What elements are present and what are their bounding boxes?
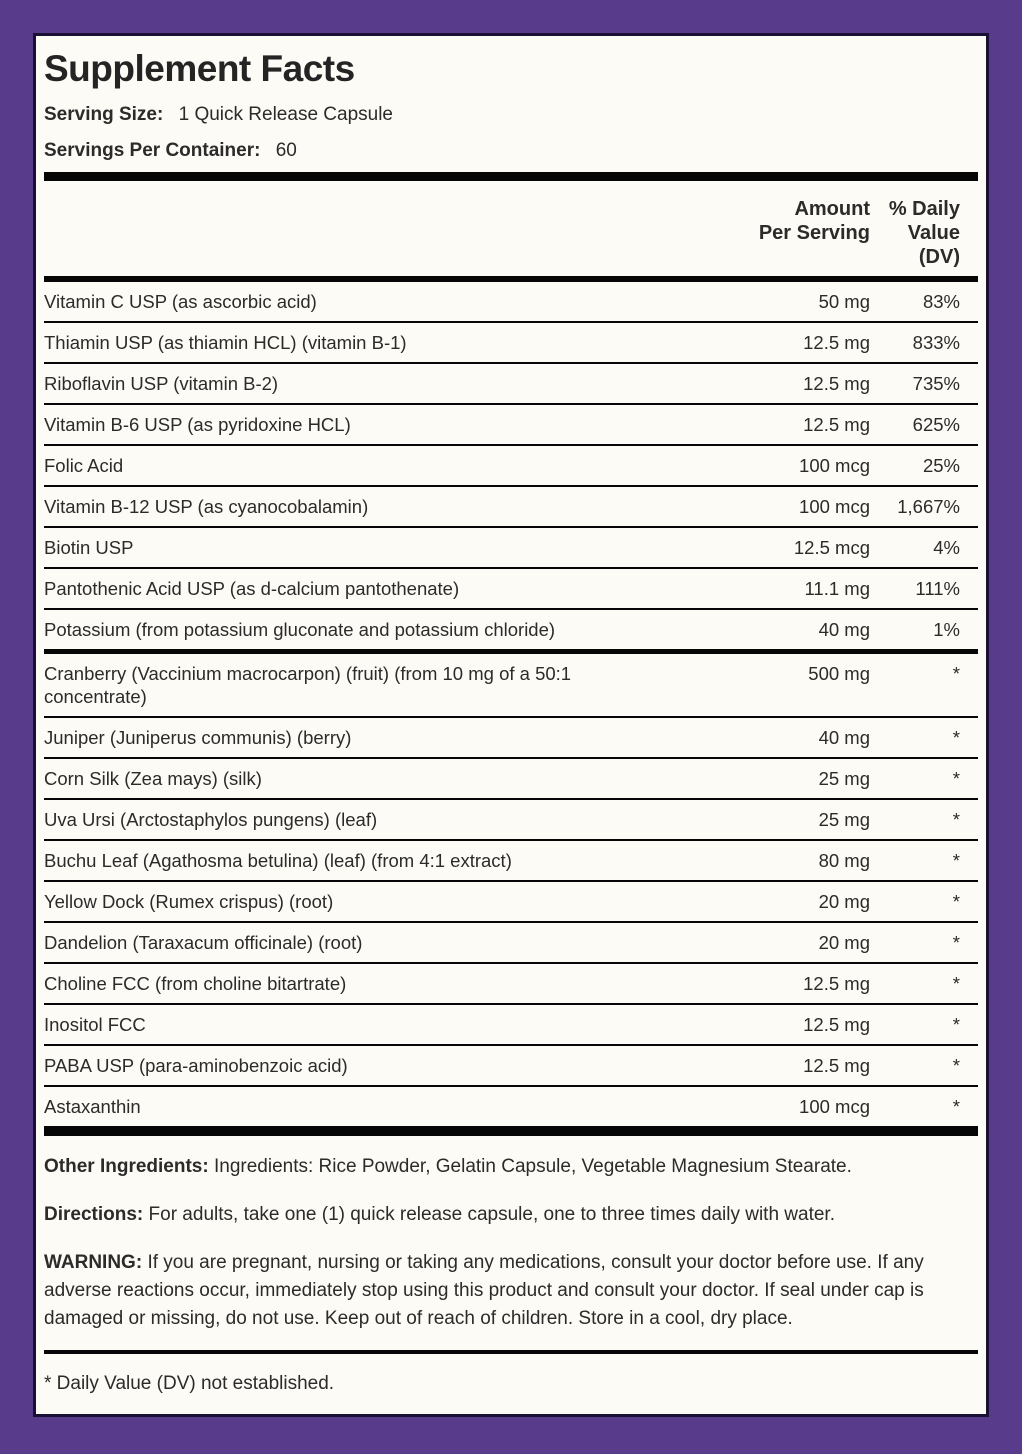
servings-per-container-line — [44, 139, 978, 163]
directions-paragraph — [44, 1201, 978, 1229]
table-row — [44, 1087, 978, 1126]
serving-size-line — [44, 103, 978, 127]
ingredient-dv: 1,667% — [897, 496, 960, 517]
serving-size-label: Serving Size: — [44, 104, 164, 125]
servings-per-container-value: 60 — [275, 140, 297, 161]
ingredient-amount: 12.5 mcg — [793, 537, 870, 558]
amount-header-line1: Amount — [794, 198, 870, 220]
dv-header-line3: (DV) — [918, 246, 960, 268]
ingredient-amount: 100 mcg — [799, 455, 870, 476]
divider-bar-top — [44, 172, 978, 181]
ingredient-name: Vitamin B-12 USP (as cyanocobalamin) — [44, 496, 369, 517]
ingredient-amount: 100 mcg — [799, 496, 870, 517]
ingredient-dv: 833% — [912, 332, 960, 353]
table-row — [44, 923, 978, 964]
ingredient-dv: 735% — [912, 373, 960, 394]
dv-header-line1: % Daily — [888, 198, 960, 220]
ingredient-amount: 500 mg — [808, 663, 870, 684]
ingredient-amount: 20 mg — [818, 891, 870, 912]
ingredient-dv: 625% — [912, 414, 960, 435]
ingredient-amount: 12.5 mg — [803, 373, 870, 394]
table-row — [44, 759, 978, 800]
dv-header-line2: Value — [907, 222, 960, 244]
warning-text: If you are pregnant, nursing or taking any medications, consult your doctor before use. If any adverse reactions occur, immediately stop using this product and consult your doctor. If seal under cap is damaged or missing, do not use. Keep out of reach of children. Store in a cool, dry place. — [44, 1252, 924, 1329]
ingredient-dv: * — [952, 1055, 960, 1076]
ingredient-amount: 11.1 mg — [804, 578, 870, 599]
warning-label: WARNING: — [44, 1252, 143, 1273]
ingredient-dv: * — [952, 663, 960, 684]
ingredient-name: Potassium (from potassium gluconate and potassium chloride) — [44, 619, 556, 640]
ingredient-amount: 40 mg — [818, 619, 870, 640]
ingredient-dv: 25% — [922, 455, 960, 476]
ingredient-name: Dandelion (Taraxacum officinale) (root) — [44, 932, 363, 953]
table-row — [44, 1046, 978, 1087]
divider-bar-bottom — [44, 1126, 978, 1136]
panel-content — [44, 48, 978, 1396]
ingredient-dv: * — [952, 809, 960, 830]
ingredient-name: Cranberry (Vaccinium macrocarpon) (fruit) (from 10 mg of a 50:1 concentrate) — [44, 663, 572, 707]
ingredient-name: Inositol FCC — [44, 1014, 146, 1035]
ingredient-dv: * — [952, 727, 960, 748]
ingredient-amount: 12.5 mg — [803, 1014, 870, 1035]
amount-header-line2: Per Serving — [758, 222, 870, 244]
ingredient-dv: 4% — [933, 537, 960, 558]
ingredient-amount: 80 mg — [818, 850, 870, 871]
ingredient-amount: 100 mcg — [799, 1096, 870, 1117]
directions-text: For adults, take one (1) quick release capsule, one to three times daily with water. — [148, 1204, 835, 1225]
amount-column-header — [740, 197, 870, 245]
table-row — [44, 964, 978, 1005]
ingredient-dv: * — [952, 932, 960, 953]
dv-column-header — [870, 197, 978, 269]
ingredient-dv: * — [952, 973, 960, 994]
ingredient-name: Vitamin B-6 USP (as pyridoxine HCL) — [44, 414, 351, 435]
other-ingredients-text: Ingredients: Rice Powder, Gelatin Capsule, Vegetable Magnesium Stearate. — [213, 1156, 852, 1177]
ingredient-name: Buchu Leaf (Agathosma betulina) (leaf) (from 4:1 extract) — [44, 850, 512, 871]
other-ingredients-label: Other Ingredients: — [44, 1156, 209, 1177]
ingredient-name: Thiamin USP (as thiamin HCL) (vitamin B-1) — [44, 332, 407, 353]
ingredient-amount: 40 mg — [818, 727, 870, 748]
ingredient-name: PABA USP (para-aminobenzoic acid) — [44, 1055, 348, 1076]
warning-paragraph — [44, 1249, 978, 1333]
ingredient-amount: 20 mg — [818, 932, 870, 953]
ingredient-name: Pantothenic Acid USP (as d-calcium pantothenate) — [44, 578, 460, 599]
servings-per-container-label: Servings Per Container: — [44, 140, 261, 161]
directions-label: Directions: — [44, 1204, 144, 1225]
table-row — [44, 610, 978, 649]
ingredient-name: Riboflavin USP (vitamin B-2) — [44, 373, 279, 394]
ingredient-name: Yellow Dock (Rumex crispus) (root) — [44, 891, 334, 912]
ingredients-table — [44, 282, 978, 1126]
table-row — [44, 1005, 978, 1046]
ingredient-amount: 50 mg — [818, 291, 870, 312]
table-row — [44, 282, 978, 323]
ingredient-dv: 83% — [922, 291, 960, 312]
table-row — [44, 405, 978, 446]
table-row — [44, 528, 978, 569]
other-ingredients-paragraph — [44, 1153, 978, 1181]
ingredient-name: Choline FCC (from choline bitartrate) — [44, 973, 347, 994]
ingredient-dv: * — [952, 1014, 960, 1035]
ingredient-name: Biotin USP — [44, 537, 134, 558]
table-row — [44, 718, 978, 759]
ingredient-amount: 12.5 mg — [803, 973, 870, 994]
table-row — [44, 487, 978, 528]
ingredient-name: Astaxanthin — [44, 1096, 141, 1117]
table-row — [44, 364, 978, 405]
page-title: Supplement Facts — [44, 48, 355, 89]
table-row — [44, 654, 978, 718]
ingredient-name: Uva Ursi (Arctostaphylos pungens) (leaf) — [44, 809, 378, 830]
ingredient-amount: 12.5 mg — [803, 332, 870, 353]
table-row — [44, 569, 978, 610]
supplement-facts-panel — [33, 33, 989, 1417]
ingredient-amount: 12.5 mg — [803, 1055, 870, 1076]
ingredient-amount: 12.5 mg — [803, 414, 870, 435]
table-row — [44, 800, 978, 841]
ingredient-dv: 1% — [933, 619, 960, 640]
ingredient-amount: 25 mg — [818, 809, 870, 830]
ingredient-name: Vitamin C USP (as ascorbic acid) — [44, 291, 317, 312]
table-row — [44, 882, 978, 923]
ingredient-name: Folic Acid — [44, 455, 124, 476]
serving-size-value: 1 Quick Release Capsule — [178, 104, 393, 125]
table-column-headers — [44, 181, 978, 269]
ingredient-amount: 25 mg — [818, 768, 870, 789]
table-row — [44, 446, 978, 487]
ingredient-dv: * — [952, 850, 960, 871]
ingredient-name: Corn Silk (Zea mays) (silk) — [44, 768, 262, 789]
ingredient-dv: * — [952, 1096, 960, 1117]
ingredient-dv: 111% — [915, 578, 960, 599]
table-row — [44, 323, 978, 364]
divider-bar-footnote — [44, 1350, 978, 1354]
daily-value-footnote: * Daily Value (DV) not established. — [44, 1373, 335, 1394]
ingredient-dv: * — [952, 768, 960, 789]
table-row — [44, 841, 978, 882]
ingredient-name: Juniper (Juniperus communis) (berry) — [44, 727, 352, 748]
ingredient-dv: * — [952, 891, 960, 912]
